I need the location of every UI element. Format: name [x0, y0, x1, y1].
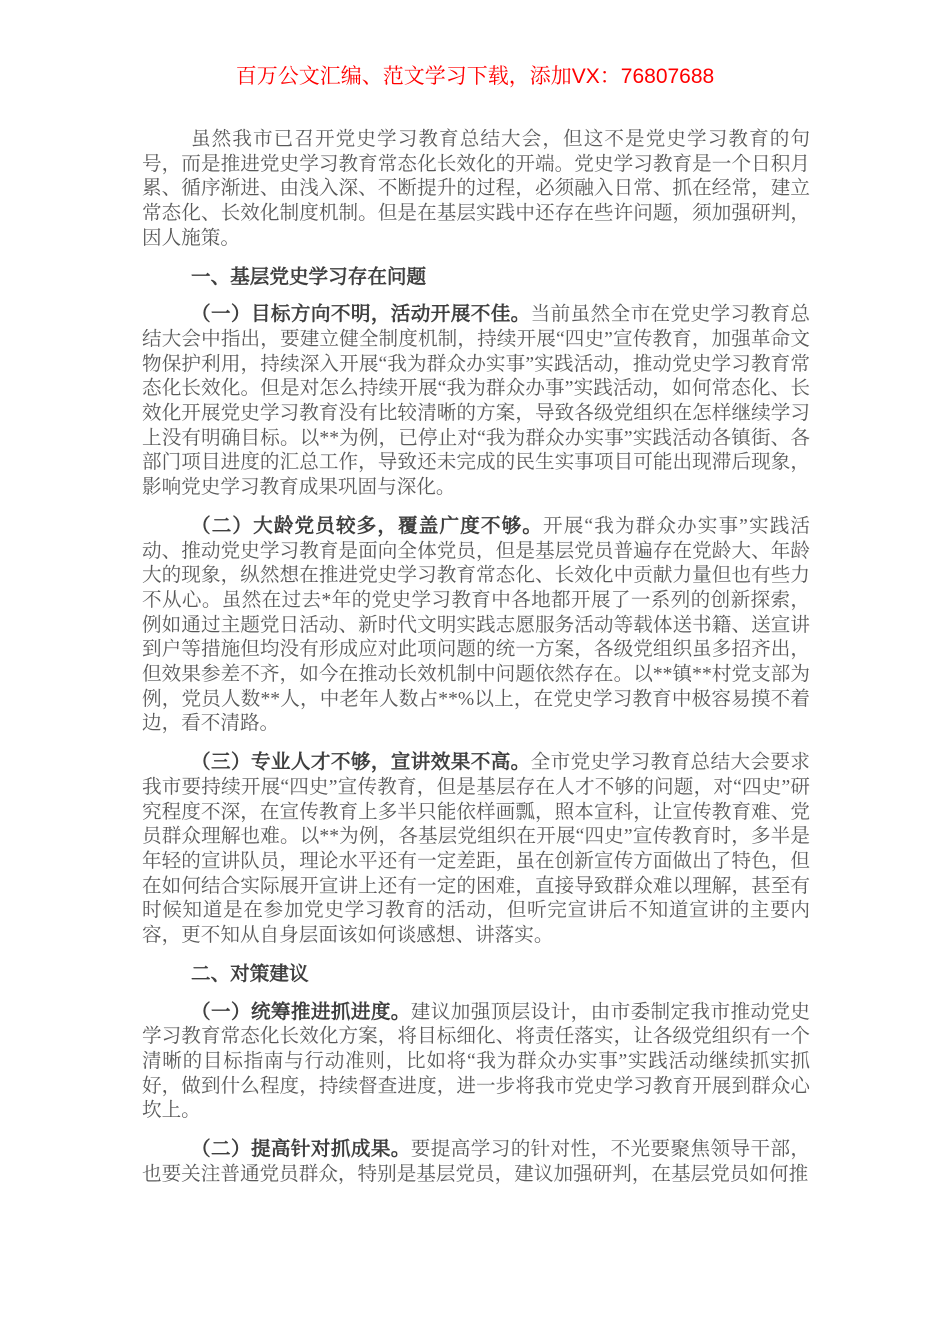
section1-paragraph-2: [142, 514, 810, 737]
section2-heading: 二、对策建议: [191, 962, 309, 985]
paragraph-lead: （三）专业人才不够，宣讲效果不高。: [191, 751, 531, 774]
paragraph-lead: （一）统筹推进抓进度。: [191, 1000, 411, 1023]
paragraph-lead: （二）大龄党员较多，覆盖广度不够。: [191, 514, 544, 537]
section1-paragraph-1: [142, 302, 810, 501]
paragraph-text: 要提高学习的针对性，不光要聚焦领导干部，也要关注普通党员群众，特别是基层党员，建议加强研判，在基层党员如何推: [142, 1139, 811, 1185]
paragraph-lead: （二）提高针对抓成果。: [191, 1138, 411, 1161]
paragraph-text: 当前虽然全市在党史学习教育总结大会中指出，要建立健全制度机制，持续开展“四史”宣传教育，加强革命文物保护利用，持续深入开展“我为群众办实事”实践活动，推动党史学习教育常态化长效化。但是对怎么持续开展“我为群众办事”实践活动，如何常态化、长效化开展党史学习教育没有比较清晰的方案，导致各级党组织在怎样继续学习上没有明确目标。以**为例，已停止对“我为群众办实事”实践活动各镇街、各部门项目进度的汇总工作，导致还未完成的民生实事项目可能出现滞后现象，影响党史学习教育成果巩固与深化。: [142, 304, 811, 499]
intro-paragraph: 虽然我市已召开党史学习教育总结大会，但这不是党史学习教育的句号，而是推进党史学习教育常态化长效化的开端。党史学习教育是一个日积月累、循序渐进、由浅入深、不断提升的过程，必须融入日常、抓在经常，建立常态化、长效化制度机制。但是在基层实践中还存在些许问题，须加强研判，因人施策。: [142, 129, 810, 249]
section2-paragraph-1: [142, 1000, 810, 1125]
paragraph-text: 开展“我为群众办实事”实践活动、推动党史学习教育是面向全体党员，但是基层党员普遍存在党龄大、年龄大的现象，纵然想在推进党史学习教育常态化、长效化中贡献力量但也有些力不从心。虽然在过去*年的党史学习教育中各地都开展了一系列的创新探索，例如通过主题党日活动、新时代文明实践志愿服务活动等载体送书籍、送宣讲到户等措施但均没有形成应对此项问题的统一方案，各级党组织虽多招齐出，但效果参差不齐，如今在推动长效机制中问题依然存在。以**镇**村党支部为例，党员人数**人，中老年人数占**%以上，在党史学习教育中极容易摸不着边，看不清路。: [142, 515, 810, 735]
paragraph-text: 全市党史学习教育总结大会要求我市要持续开展“四史”宣传教育，但是基层存在人才不够的问题，对“四史”研究程度不深，在宣传教育上多半只能依样画瓢，照本宣科，让宣传教育难、党员群众理解也难。以**为例，各基层党组织在开展“四史”宣传教育时，多半是年轻的宣讲队员，理论水平还有一定差距，虽在创新宣传方面做出了特色，但在如何结合实际展开宣讲上还有一定的困难，直接导致群众难以理解，甚至有时候知道是在参加党史学习教育的活动，但听完宣讲后不知道宣讲的主要内容，更不知从自身层面该如何谈感想、讲落实。: [142, 752, 811, 947]
paragraph-lead: （一）目标方向不明，活动开展不佳。: [191, 303, 531, 326]
section2-paragraph-2: [142, 1137, 810, 1187]
section1-paragraph-3: [142, 750, 810, 949]
document-body: [142, 128, 810, 1187]
section1-heading: 一、基层党史学习存在问题: [191, 265, 427, 288]
promo-header: 百万公文汇编、范文学习下载，添加VX：76807688: [235, 65, 715, 88]
paragraph-text: 建议加强顶层设计，由市委制定我市推动党史学习教育常态化长效化方案，将目标细化、将责任落实，让各级党组织有一个清晰的目标指南与行动准则，比如将“我为群众办实事”实践活动继续抓实抓好，做到什么程度，持续督查进度，进一步将我市党史学习教育开展到群众心坎上。: [142, 1001, 811, 1122]
